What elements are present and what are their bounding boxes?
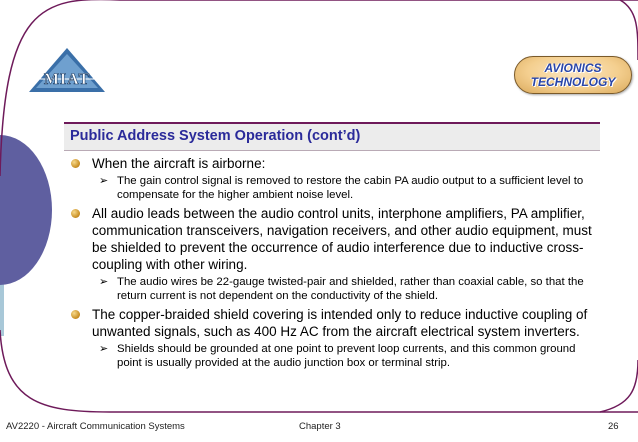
bullet-dot-icon — [71, 209, 80, 218]
bullet-text: The copper-braided shield covering is intended only to reduce inductive coupling of unwanted signals, such as 400 Hz AC from the aircraft electrical system inverters. — [92, 307, 588, 339]
arrow-bullet-icon: ➢ — [99, 343, 109, 355]
badge-line-1: AVIONICS — [544, 61, 602, 75]
footer-course: AV2220 - Aircraft Communication Systems — [6, 421, 185, 432]
sub-bullet-item — [70, 342, 600, 370]
page-title: Public Address System Operation (cont’d) — [70, 128, 361, 144]
logo-text: MIAT — [43, 71, 91, 88]
bullet-item — [70, 155, 600, 172]
arrow-bullet-icon: ➢ — [99, 276, 109, 288]
miat-logo — [26, 46, 108, 94]
sub-bullet-text: Shields should be grounded at one point to prevent loop currents, and this common ground point is usually provided at the audio junction box or terminal strip. — [117, 343, 576, 369]
slide-body — [70, 155, 600, 373]
arrow-bullet-icon: ➢ — [99, 175, 109, 187]
bullet-text: When the aircraft is airborne: — [92, 156, 266, 171]
bullet-dot-icon — [71, 310, 80, 319]
bullet-item — [70, 306, 600, 340]
sub-bullet-text: The gain control signal is removed to restore the cabin PA audio output to a sufficient level to compensate for the higher ambient noise level. — [117, 175, 584, 201]
avionics-technology-badge — [514, 56, 632, 94]
sub-bullet-item — [70, 275, 600, 303]
title-bar — [64, 122, 600, 151]
badge-line-2: TECHNOLOGY — [530, 75, 616, 89]
bullet-dot-icon — [71, 159, 80, 168]
footer-chapter: Chapter 3 — [299, 421, 341, 432]
left-accent-half-circle — [0, 135, 52, 285]
bullet-text: All audio leads between the audio control units, interphone amplifiers, PA amplifier, communication transceivers, navigation receivers, and other audio equipment, must be shielded to prevent the occurrence of audio interference due to inductive cross-coupling with other wiring. — [92, 206, 592, 272]
footer-page-number: 26 — [608, 421, 619, 432]
sub-bullet-text: The audio wires be 22-gauge twisted-pair and shielded, rather than coaxial cable, so that the return current is not dependent on the conductivity of the shield. — [117, 276, 584, 302]
sub-bullet-item — [70, 174, 600, 202]
bullet-item — [70, 205, 600, 273]
